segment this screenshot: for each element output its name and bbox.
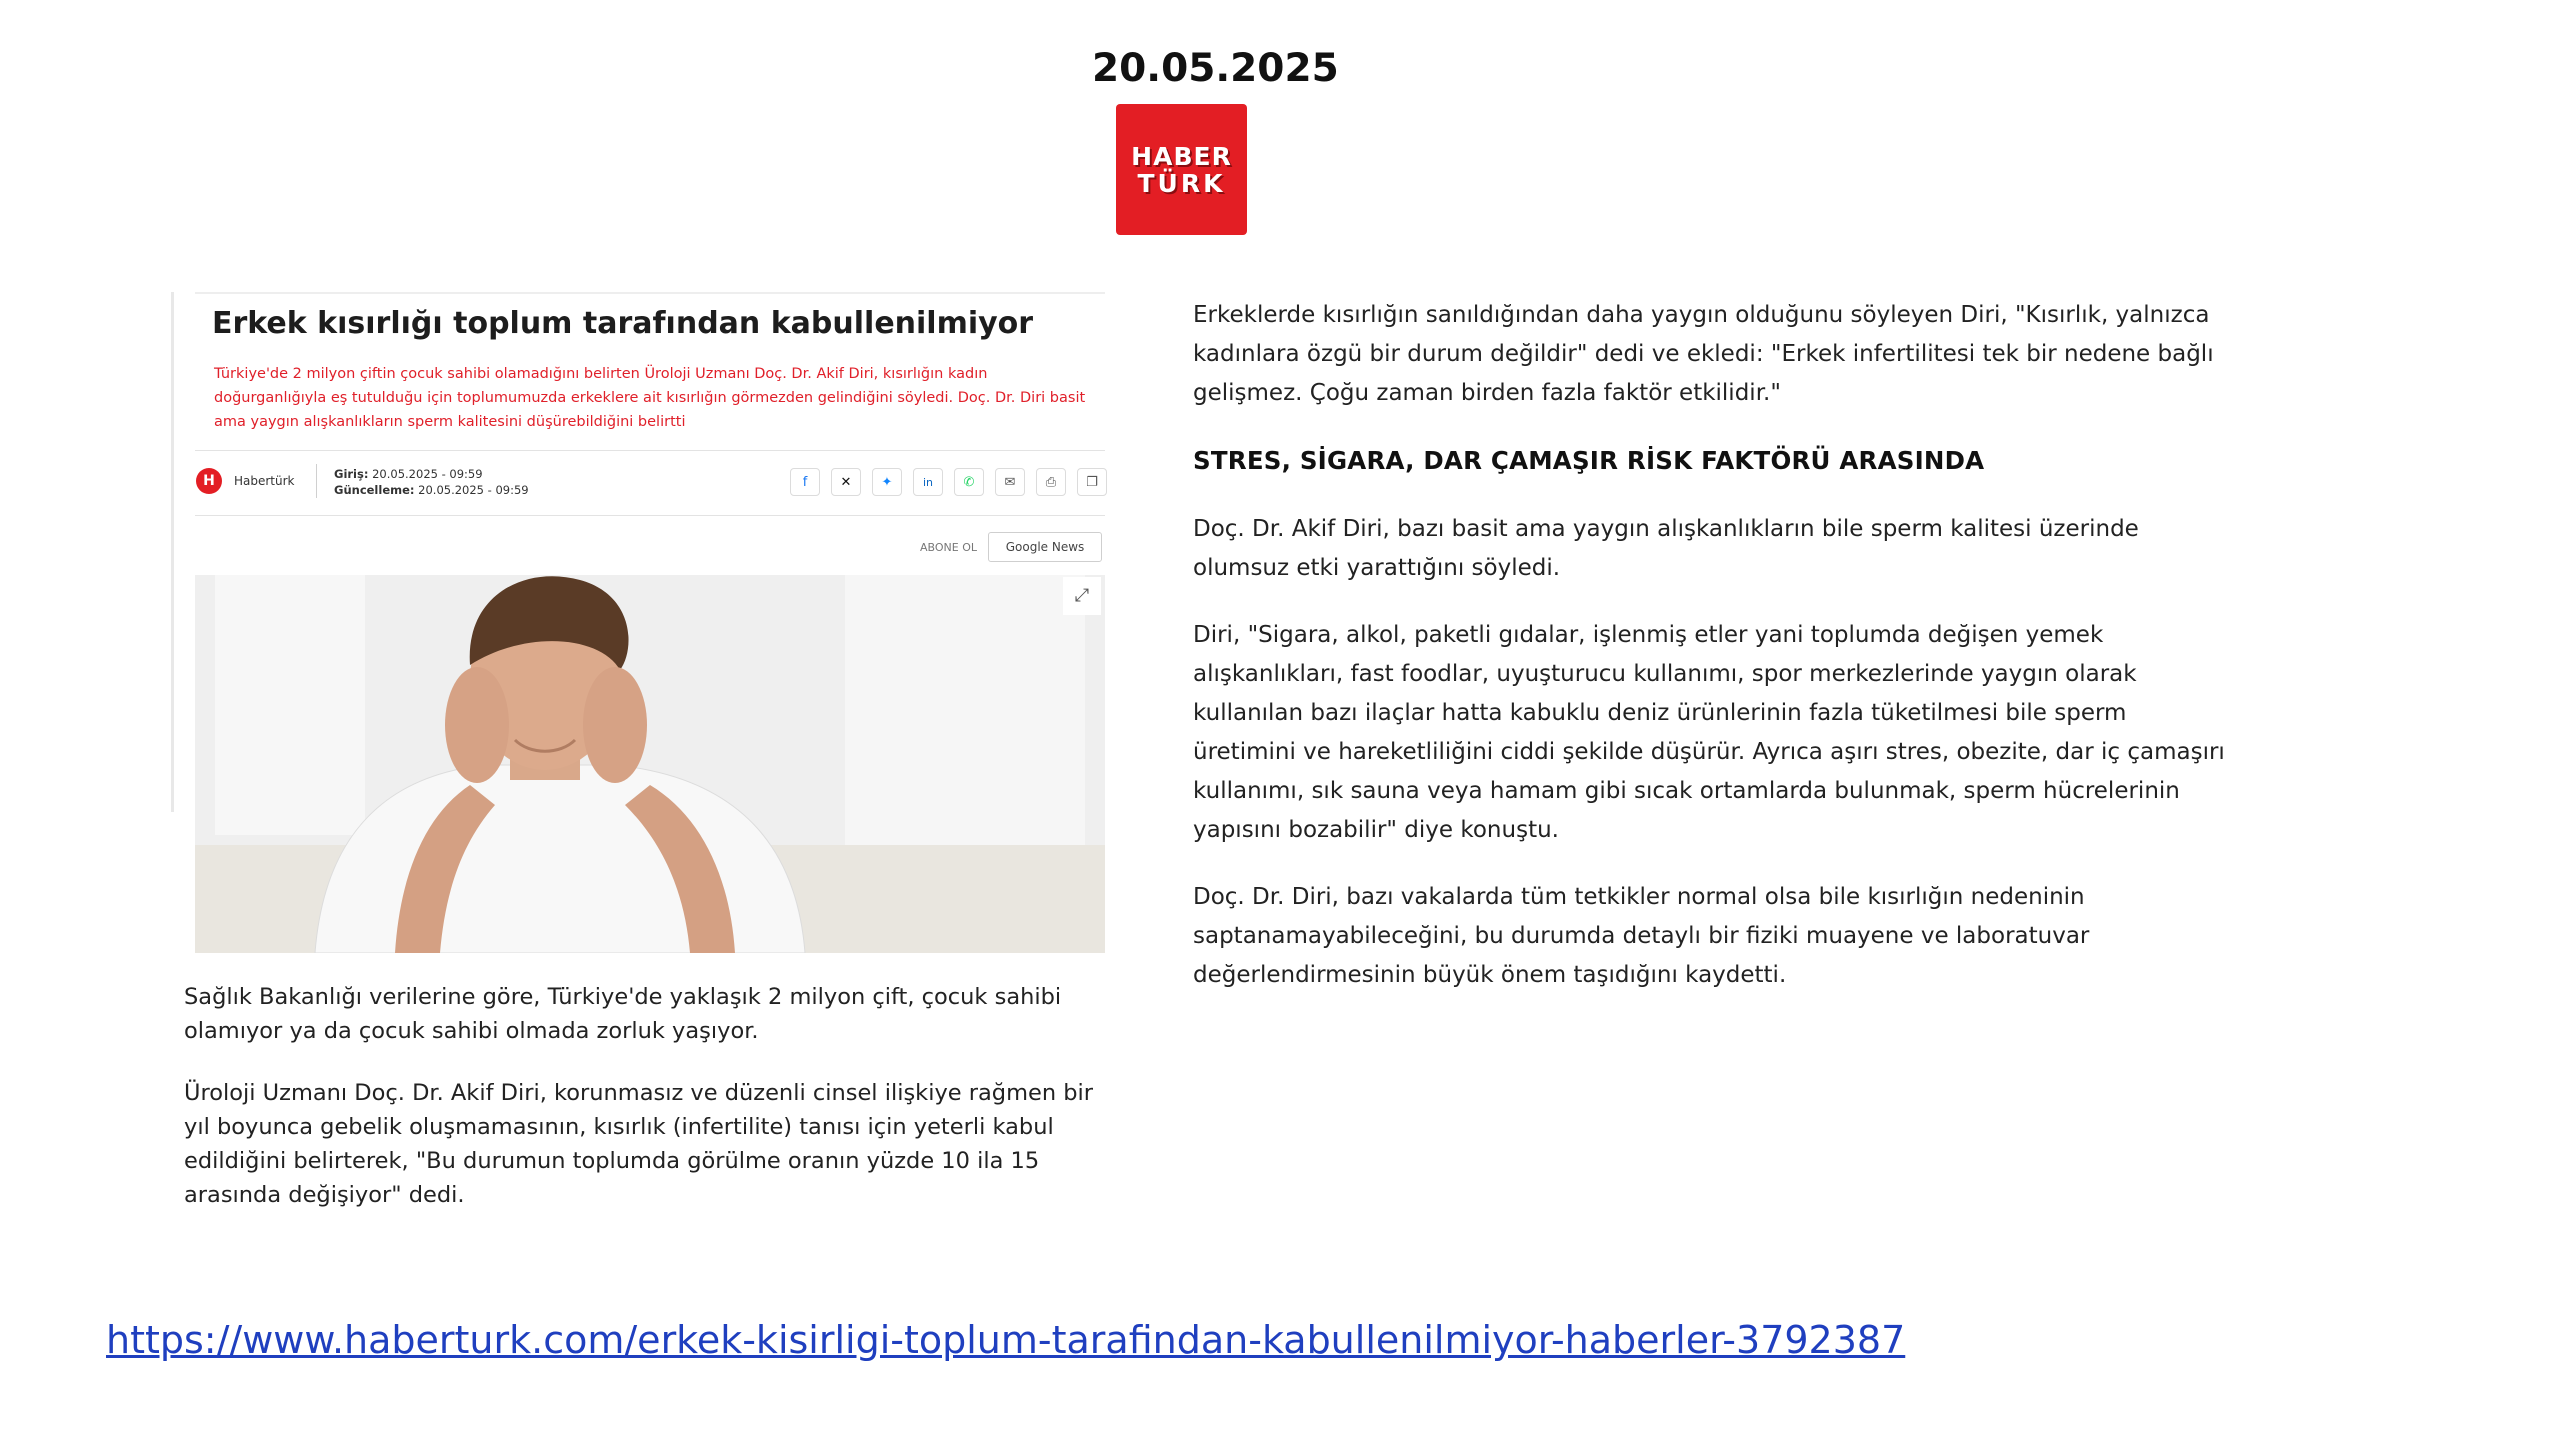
left-paragraph-2: Üroloji Uzmanı Doç. Dr. Akif Diri, korunmasız ve düzenli cinsel ilişkiye rağmen bir yıl boyunca gebelik oluşmamasının, kısırlık (infertilite) tanısı için yeterli kabul edildiğini belirterek, "Bu durumun toplumda görülme oranın yüzde 10 ila 15 arasında değişiyor" dedi. xyxy=(184,1080,1094,1208)
right-paragraph-4: Doç. Dr. Diri, bazı vakalarda tüm tetkikler normal olsa bile kısırlığın nedeninin saptanamayabileceğini, bu durumda detaylı bir fiziki muayene ve laboratuvar değerlendirmesinin büyük önem taşıdığını kaydetti. xyxy=(1193,884,2090,988)
section-heading: STRES, SİGARA, DAR ÇAMAŞIR RİSK FAKTÖRÜ ARASINDA xyxy=(1193,446,1985,475)
bluesky-icon[interactable]: ✦ xyxy=(872,468,902,496)
subscribe-label: ABONE OL xyxy=(920,541,977,554)
print-icon[interactable]: ⎙ xyxy=(1036,468,1066,496)
right-paragraph-1: Erkeklerde kısırlığın sanıldığından daha yaygın olduğunu söyleyen Diri, "Kısırlık, yalnızca kadınlara özgü bir durum değildir" dedi ve ekledi: "Erkek infertilitesi tek bir nedene bağlı gelişmez. Çoğu zaman birden fazla faktör etkilidir." xyxy=(1193,302,2214,406)
top-divider xyxy=(195,292,1105,294)
meta-divider-bottom xyxy=(195,515,1105,516)
article-photo xyxy=(195,575,1105,953)
source-name: Habertürk xyxy=(234,474,295,488)
right-body-text xyxy=(1193,296,2233,1023)
update-label: Güncelleme: xyxy=(334,483,415,497)
google-news-button[interactable]: Google News xyxy=(988,532,1102,562)
copy-icon[interactable]: ❐ xyxy=(1077,468,1107,496)
left-paragraph-1: Sağlık Bakanlığı verilerine göre, Türkiye'de yaklaşık 2 milyon çift, çocuk sahibi olamıyor ya da çocuk sahibi olmada zorluk yaşıyor. xyxy=(184,984,1062,1044)
stressed-man-illustration xyxy=(195,575,1105,953)
source-url-link[interactable]: https://www.haberturk.com/erkek-kisirligi-toplum-tarafindan-kabullenilmiyor-haberler-3792387 xyxy=(106,1318,1906,1362)
article-title: Erkek kısırlığı toplum tarafından kabullenilmiyor xyxy=(212,306,1034,341)
facebook-icon[interactable]: f xyxy=(790,468,820,496)
date-label: 20.05.2025 xyxy=(1092,46,1339,91)
x-icon[interactable]: ✕ xyxy=(831,468,861,496)
haberturk-logo xyxy=(1116,104,1247,235)
update-value: 20.05.2025 - 09:59 xyxy=(418,483,529,497)
expand-image-icon[interactable]: ⤢ xyxy=(1063,577,1101,615)
logo-line-1: HABER xyxy=(1131,141,1232,171)
left-body-text xyxy=(184,980,1104,1240)
meta-divider-top xyxy=(195,450,1105,451)
source-logo-icon: H xyxy=(196,468,222,494)
right-paragraph-3: Diri, "Sigara, alkol, paketli gıdalar, işlenmiş etler yani toplumda değişen yemek alışkanlıkları, fast foodlar, uyuşturucu kullanımı, spor merkezlerinde yaygın olarak kullanılan bazı ilaçlar hatta kabuklu deniz ürünlerinin fazla tüketilmesi bile sperm üretimini ve hareketliliğini ciddi şekilde düşürür. Ayrıca aşırı stres, obezite, dar iç çamaşırı kullanımı, sık sauna veya hamam gibi sıcak ortamlarda bulunmak, sperm hücrelerinin yapısını bozabilir" diye konuştu. xyxy=(1193,622,2225,843)
entry-value: 20.05.2025 - 09:59 xyxy=(372,467,483,481)
entry-label: Giriş: xyxy=(334,467,369,481)
meta-separator xyxy=(316,464,317,498)
article-lead: Türkiye'de 2 milyon çiftin çocuk sahibi olamadığını belirten Üroloji Uzmanı Doç. Dr. Akif Diri, kısırlığın kadın doğurganlığıyla eş tutulduğu için toplumumuzda erkeklere ait kısırlığın görmezden gelindiğini söyledi. Doç. Dr. Diri basit ama yaygın alışkanlıkların sperm kalitesini düşürebildiğini belirtti xyxy=(214,366,1086,430)
article-dates xyxy=(334,466,529,498)
logo-line-2: TÜRK xyxy=(1137,168,1226,198)
whatsapp-icon[interactable]: ✆ xyxy=(954,468,984,496)
share-buttons xyxy=(790,468,1107,496)
screenshot-border xyxy=(171,292,174,812)
email-icon[interactable]: ✉ xyxy=(995,468,1025,496)
right-paragraph-2: Doç. Dr. Akif Diri, bazı basit ama yaygın alışkanlıkların bile sperm kalitesi üzerinde olumsuz etki yarattığını söyledi. xyxy=(1193,516,2139,581)
linkedin-icon[interactable]: in xyxy=(913,468,943,496)
